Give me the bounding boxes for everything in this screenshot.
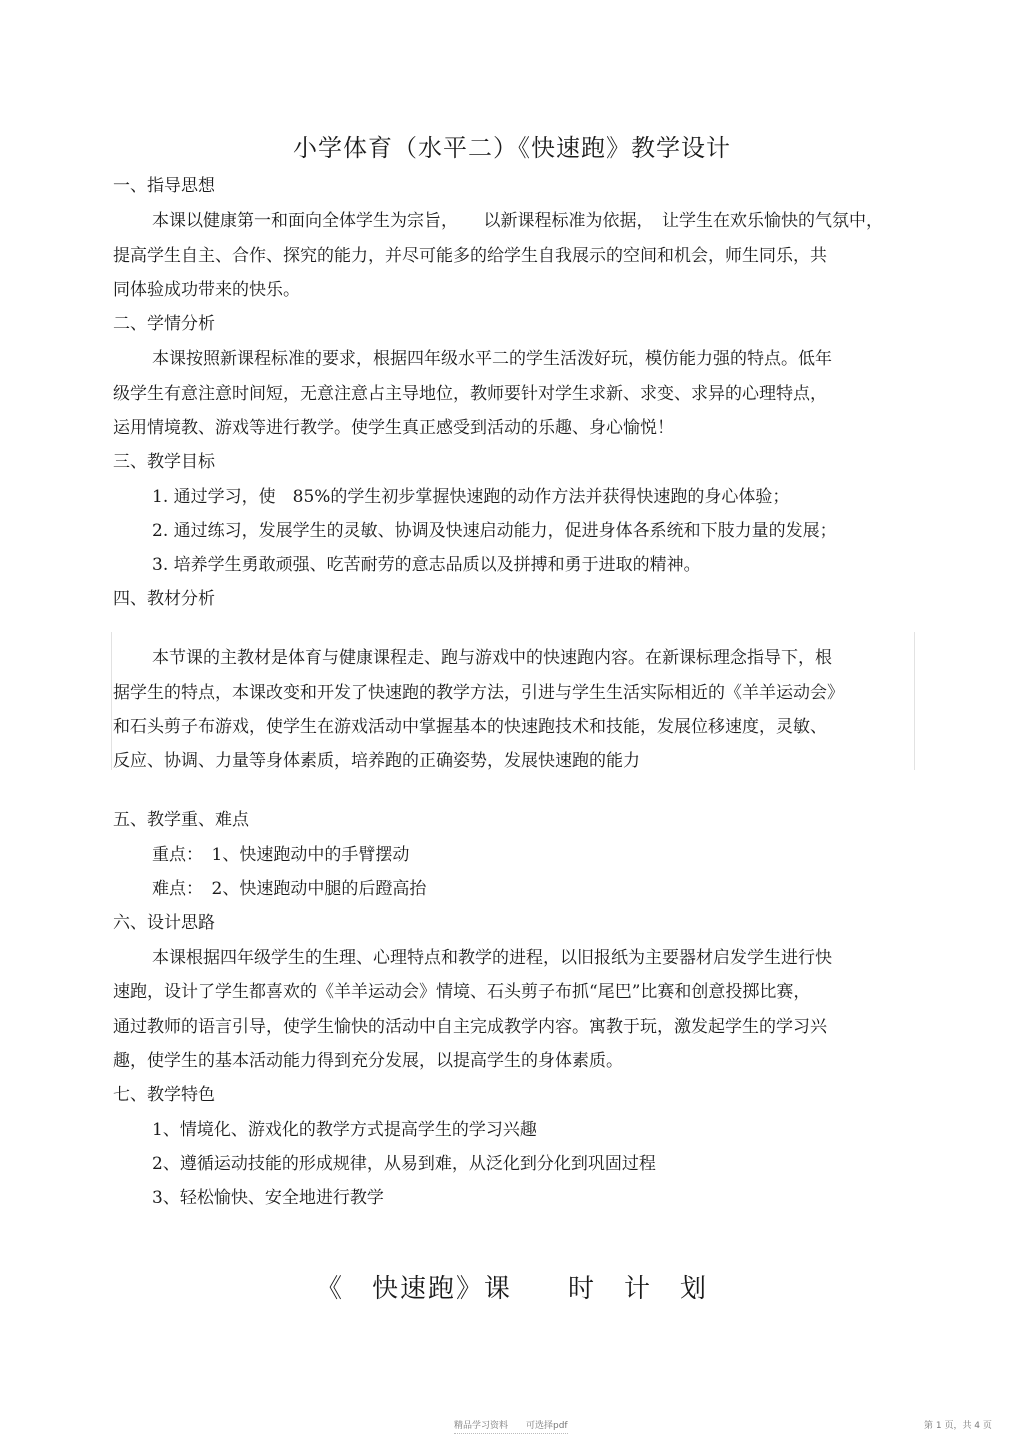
paragraph-line: 通过教师的语言引导，使学生愉快的活动中自主完成教学内容。寓教于玩，激发起学生的学习兴 (113, 1017, 827, 1037)
paragraph-line: 本课根据四年级学生的生理、心理特点和教学的进程，以旧报纸为主要器材启发学生进行快 (152, 948, 832, 968)
feature-item: 3、轻松愉快、安全地进行教学 (152, 1188, 384, 1208)
feature-item: 2、遵循运动技能的形成规律，从易到难，从泛化到分化到巩固过程 (152, 1154, 656, 1174)
section-heading-student-analysis: 二、学情分析 (113, 314, 215, 334)
paragraph-line: 反应、协调、力量等身体素质，培养跑的正确姿势，发展快速跑的能力 (113, 751, 640, 771)
page-number: 第 1 页，共 4 页 (924, 1421, 992, 1431)
paragraph-line: 本课以健康第一和面向全体学生为宗旨， 以新课程标准为依据， 让学生在欢乐愉快的气氛中， (152, 211, 883, 231)
section-heading-design-idea: 六、设计思路 (113, 913, 215, 933)
paragraph-line: 同体验成功带来的快乐。 (113, 280, 300, 300)
feature-item: 1、情境化、游戏化的教学方式提高学生的学习兴趣 (152, 1120, 537, 1140)
key-point: 重点： 1、快速跑动中的手臂摆动 (152, 845, 410, 865)
section-heading-teaching-goals: 三、教学目标 (113, 452, 215, 472)
footer-source-note: 精品学习资料 可选择pdf (454, 1418, 568, 1434)
section-heading-guiding-thought: 一、指导思想 (113, 176, 215, 196)
paragraph-line: 据学生的特点，本课改变和开发了快速跑的教学方法，引进与学生生活实际相近的《羊羊运动会》 (113, 683, 844, 703)
section-heading-teaching-features: 七、教学特色 (113, 1085, 215, 1105)
paragraph-line: 本课按照新课程标准的要求，根据四年级水平二的学生活泼好玩，模仿能力强的特点。低年 (152, 349, 832, 369)
paragraph-line: 和石头剪子布游戏，使学生在游戏活动中掌握基本的快速跑技术和技能，发展位移速度，灵敏、 (113, 717, 827, 737)
goal-item: 1. 通过学习，使 85%的学生初步掌握快速跑的动作方法并获得快速跑的身心体验； (152, 487, 790, 507)
document-title: 小学体育（水平二）《快速跑》教学设计 (293, 134, 731, 162)
section-heading-material-analysis: 四、教材分析 (113, 589, 215, 609)
paragraph-line: 速跑，设计了学生都喜欢的《羊羊运动会》情境、石头剪子布抓“尾巴”比赛和创意投掷比赛， (113, 982, 811, 1002)
paragraph-line: 运用情境教、游戏等进行教学。使学生真正感受到活动的乐趣、身心愉悦！ (113, 418, 674, 438)
section-heading-key-points: 五、教学重、难点 (113, 810, 249, 830)
lesson-plan-title: 《 快速跑》课 时 计 划 (315, 1274, 708, 1304)
goal-item: 2. 通过练习，发展学生的灵敏、协调及快速启动能力，促进身体各系统和下肢力量的发展； (152, 521, 837, 541)
paragraph-line: 趣，使学生的基本活动能力得到充分发展，以提高学生的身体素质。 (113, 1051, 623, 1071)
paragraph-line: 提高学生自主、合作、探究的能力，并尽可能多的给学生自我展示的空间和机会，师生同乐，共 (113, 246, 827, 266)
paragraph-line: 本节课的主教材是体育与健康课程走、跑与游戏中的快速跑内容。在新课标理念指导下，根 (152, 648, 832, 668)
paragraph-line: 级学生有意注意时间短，无意注意占主导地位，教师要针对学生求新、求变、求异的心理特点， (113, 384, 827, 404)
goal-item: 3. 培养学生勇敢顽强、吃苦耐劳的意志品质以及拼搏和勇于进取的精神。 (152, 555, 701, 575)
difficult-point: 难点： 2、快速跑动中腿的后蹬高抬 (152, 879, 427, 899)
